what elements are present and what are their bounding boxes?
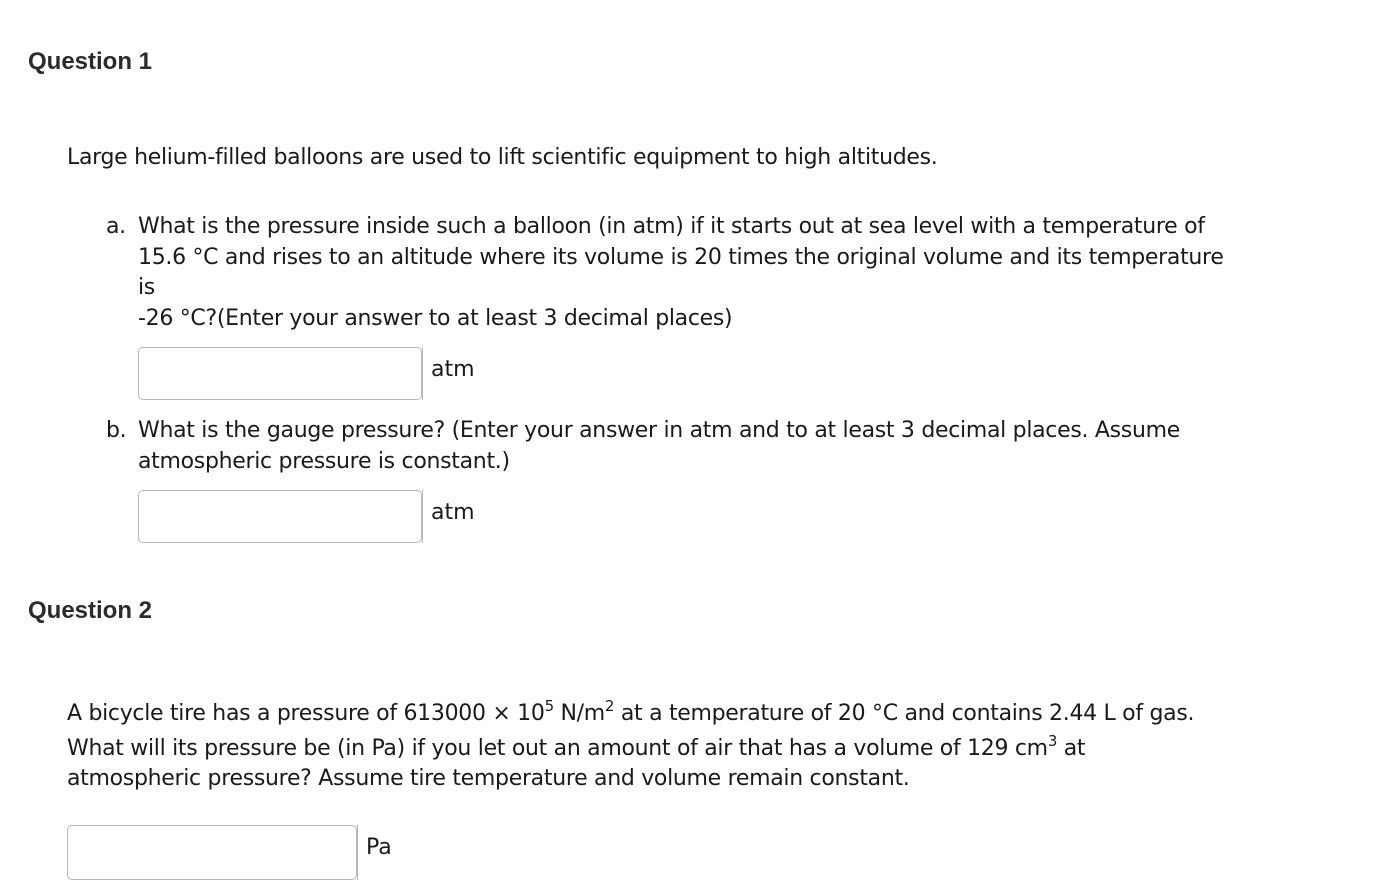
part-a-line: What is the pressure inside such a balloon (in atm) if it starts out at sea level with a temperature of: [138, 214, 1205, 239]
part-b: [106, 416, 1326, 477]
text-segment: N/m: [553, 701, 605, 726]
part-a-text: [138, 212, 1326, 334]
text-segment: at: [1057, 736, 1086, 761]
question-2-unit: Pa: [357, 825, 392, 880]
question-2-answer-input[interactable]: [67, 825, 357, 880]
part-b-text: [138, 416, 1326, 477]
question-2-heading: Question 2: [28, 597, 153, 624]
part-b-letter: b.: [106, 418, 127, 443]
text-segment: What will its pressure be (in Pa) if you let out an amount of air that has a volume of 129 cm: [67, 736, 1048, 761]
exponent: 2: [604, 697, 615, 715]
part-a-answer-row: [138, 347, 475, 400]
part-b-line: atmospheric pressure is constant.): [138, 448, 510, 474]
part-a-line: 15.6 °C and rises to an altitude where its volume is 20 times the original volume and its temperature: [138, 244, 1224, 270]
question-1-intro: Large helium-filled balloons are used to lift scientific equipment to high altitudes.: [67, 145, 938, 170]
exponent: 3: [1047, 732, 1058, 750]
part-a: [106, 212, 1326, 334]
question-2-text: [67, 697, 1337, 795]
question-2-answer-row: [67, 825, 392, 880]
part-b-answer-row: [138, 490, 475, 543]
part-b-line: What is the gauge pressure? (Enter your answer in atm and to at least 3 decimal places. Assume: [138, 418, 1180, 443]
part-a-letter: a.: [106, 214, 126, 239]
question-2-line: [67, 732, 1337, 765]
text-segment: A bicycle tire has a pressure of 613000 × 10: [67, 701, 545, 726]
part-a-line: -26 °C?(Enter your answer to at least 3 decimal places): [138, 305, 733, 331]
part-a-line: is: [138, 275, 155, 300]
text-segment: at a temperature of 20 °C and contains 2.44 L of gas.: [614, 701, 1195, 726]
part-a-unit: atm: [422, 347, 475, 400]
exponent: 5: [544, 697, 554, 715]
question-1-heading: Question 1: [28, 48, 153, 75]
question-2-line: atmospheric pressure? Assume tire temperature and volume remain constant.: [67, 766, 910, 791]
question-2-line: [67, 697, 1337, 730]
part-a-answer-input[interactable]: [138, 347, 422, 400]
part-b-unit: atm: [422, 490, 475, 543]
part-b-answer-input[interactable]: [138, 490, 422, 543]
